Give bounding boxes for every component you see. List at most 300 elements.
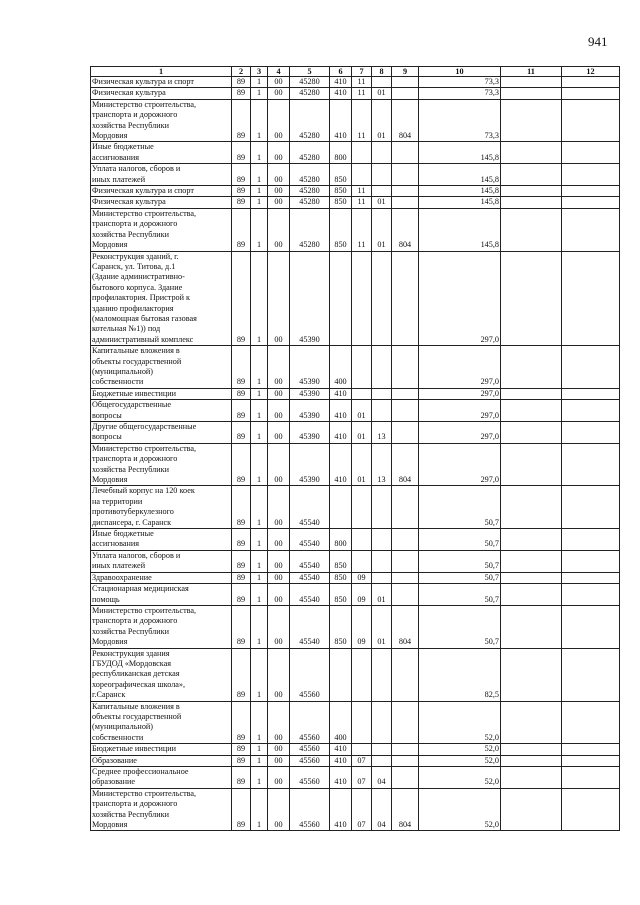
table-row bbox=[91, 88, 620, 99]
code-cell: 00 bbox=[268, 164, 290, 186]
code-cell: 45540 bbox=[290, 584, 330, 606]
amount-cell: 73,3 bbox=[419, 77, 501, 88]
code-cell bbox=[352, 744, 372, 755]
code-cell: 1 bbox=[251, 767, 268, 789]
code-cell: 89 bbox=[232, 99, 251, 142]
code-cell: 804 bbox=[392, 208, 419, 251]
table-row bbox=[91, 443, 620, 486]
amount-cell: 50,7 bbox=[419, 529, 501, 551]
empty-cell bbox=[501, 388, 562, 399]
code-cell bbox=[392, 400, 419, 422]
code-cell bbox=[372, 346, 392, 389]
table-row bbox=[91, 388, 620, 399]
column-header: 1 bbox=[91, 67, 232, 77]
code-cell bbox=[372, 77, 392, 88]
name-cell: Лечебный корпус на 120 коек на территории противотуберкулезного диспансера, г. Саранск bbox=[91, 486, 232, 529]
table-row bbox=[91, 767, 620, 789]
empty-cell bbox=[501, 572, 562, 583]
code-cell: 13 bbox=[372, 422, 392, 444]
code-cell: 00 bbox=[268, 197, 290, 208]
empty-cell bbox=[501, 744, 562, 755]
code-cell: 45280 bbox=[290, 208, 330, 251]
code-cell bbox=[392, 388, 419, 399]
code-cell: 01 bbox=[372, 88, 392, 99]
code-cell bbox=[372, 400, 392, 422]
amount-cell: 50,7 bbox=[419, 550, 501, 572]
code-cell: 1 bbox=[251, 77, 268, 88]
code-cell: 45560 bbox=[290, 788, 330, 831]
code-cell: 1 bbox=[251, 550, 268, 572]
code-cell: 1 bbox=[251, 701, 268, 744]
empty-cell bbox=[501, 142, 562, 164]
empty-cell bbox=[501, 767, 562, 789]
code-cell: 804 bbox=[392, 605, 419, 648]
name-cell: Иные бюджетные ассигнования bbox=[91, 529, 232, 551]
code-cell: 804 bbox=[392, 99, 419, 142]
code-cell bbox=[372, 164, 392, 186]
code-cell: 01 bbox=[352, 422, 372, 444]
empty-cell bbox=[562, 584, 620, 606]
code-cell: 410 bbox=[330, 99, 352, 142]
code-cell: 00 bbox=[268, 186, 290, 197]
code-cell bbox=[352, 388, 372, 399]
code-cell: 1 bbox=[251, 744, 268, 755]
code-cell: 89 bbox=[232, 251, 251, 346]
code-cell: 804 bbox=[392, 443, 419, 486]
code-cell bbox=[372, 648, 392, 701]
empty-cell bbox=[562, 164, 620, 186]
amount-cell: 145,8 bbox=[419, 142, 501, 164]
name-cell: Министерство строительства, транспорта и дорожного хозяйства Республики Мордовия bbox=[91, 788, 232, 831]
code-cell: 45280 bbox=[290, 99, 330, 142]
code-cell: 89 bbox=[232, 572, 251, 583]
amount-cell: 145,8 bbox=[419, 197, 501, 208]
table-row bbox=[91, 648, 620, 701]
code-cell: 89 bbox=[232, 767, 251, 789]
table-row bbox=[91, 572, 620, 583]
code-cell: 1 bbox=[251, 788, 268, 831]
code-cell: 410 bbox=[330, 443, 352, 486]
column-header: 2 bbox=[232, 67, 251, 77]
code-cell: 00 bbox=[268, 400, 290, 422]
code-cell: 01 bbox=[372, 605, 392, 648]
table-row bbox=[91, 529, 620, 551]
code-cell: 45540 bbox=[290, 572, 330, 583]
empty-cell bbox=[562, 788, 620, 831]
code-cell: 11 bbox=[352, 208, 372, 251]
empty-cell bbox=[501, 443, 562, 486]
code-cell: 1 bbox=[251, 346, 268, 389]
code-cell: 1 bbox=[251, 486, 268, 529]
code-cell bbox=[372, 572, 392, 583]
code-cell: 1 bbox=[251, 164, 268, 186]
code-cell bbox=[352, 648, 372, 701]
code-cell: 89 bbox=[232, 529, 251, 551]
name-cell: Капитальные вложения в объекты государственной (муниципальной) собственности bbox=[91, 346, 232, 389]
code-cell: 800 bbox=[330, 142, 352, 164]
code-cell: 1 bbox=[251, 186, 268, 197]
table-row bbox=[91, 346, 620, 389]
table-row bbox=[91, 251, 620, 346]
code-cell: 00 bbox=[268, 605, 290, 648]
code-cell: 1 bbox=[251, 388, 268, 399]
code-cell: 45560 bbox=[290, 701, 330, 744]
empty-cell bbox=[501, 788, 562, 831]
code-cell: 89 bbox=[232, 443, 251, 486]
amount-cell: 297,0 bbox=[419, 443, 501, 486]
table-row bbox=[91, 701, 620, 744]
code-cell: 45560 bbox=[290, 648, 330, 701]
code-cell bbox=[392, 197, 419, 208]
code-cell: 1 bbox=[251, 142, 268, 164]
code-cell bbox=[392, 572, 419, 583]
code-cell bbox=[372, 755, 392, 766]
code-cell: 1 bbox=[251, 88, 268, 99]
code-cell bbox=[352, 486, 372, 529]
code-cell: 1 bbox=[251, 755, 268, 766]
empty-cell bbox=[501, 346, 562, 389]
empty-cell bbox=[501, 605, 562, 648]
page-number: 941 bbox=[588, 34, 608, 49]
code-cell bbox=[372, 486, 392, 529]
code-cell bbox=[352, 251, 372, 346]
code-cell bbox=[392, 529, 419, 551]
name-cell: Физическая культура и спорт bbox=[91, 77, 232, 88]
empty-cell bbox=[501, 197, 562, 208]
empty-cell bbox=[562, 77, 620, 88]
empty-cell bbox=[501, 77, 562, 88]
empty-cell bbox=[562, 767, 620, 789]
code-cell: 89 bbox=[232, 186, 251, 197]
code-cell: 1 bbox=[251, 648, 268, 701]
code-cell bbox=[392, 767, 419, 789]
code-cell: 400 bbox=[330, 701, 352, 744]
empty-cell bbox=[562, 208, 620, 251]
code-cell: 00 bbox=[268, 744, 290, 755]
code-cell: 45280 bbox=[290, 164, 330, 186]
table-row bbox=[91, 550, 620, 572]
empty-cell bbox=[562, 529, 620, 551]
code-cell: 410 bbox=[330, 422, 352, 444]
code-cell: 850 bbox=[330, 164, 352, 186]
code-cell: 1 bbox=[251, 99, 268, 142]
code-cell: 89 bbox=[232, 755, 251, 766]
code-cell: 45390 bbox=[290, 400, 330, 422]
amount-cell: 297,0 bbox=[419, 388, 501, 399]
table-row bbox=[91, 142, 620, 164]
code-cell: 410 bbox=[330, 744, 352, 755]
code-cell: 89 bbox=[232, 701, 251, 744]
code-cell: 01 bbox=[352, 400, 372, 422]
code-cell bbox=[352, 529, 372, 551]
amount-cell: 297,0 bbox=[419, 422, 501, 444]
amount-cell: 50,7 bbox=[419, 572, 501, 583]
empty-cell bbox=[562, 572, 620, 583]
amount-cell: 52,0 bbox=[419, 755, 501, 766]
empty-cell bbox=[562, 550, 620, 572]
name-cell: Уплата налогов, сборов и иных платежей bbox=[91, 164, 232, 186]
code-cell: 00 bbox=[268, 99, 290, 142]
amount-cell: 297,0 bbox=[419, 346, 501, 389]
name-cell: Среднее профессиональное образование bbox=[91, 767, 232, 789]
code-cell: 00 bbox=[268, 486, 290, 529]
code-cell: 89 bbox=[232, 77, 251, 88]
code-cell: 89 bbox=[232, 400, 251, 422]
header-row bbox=[91, 67, 620, 77]
code-cell bbox=[392, 422, 419, 444]
code-cell: 89 bbox=[232, 605, 251, 648]
empty-cell bbox=[562, 422, 620, 444]
name-cell: Физическая культура bbox=[91, 197, 232, 208]
amount-cell: 50,7 bbox=[419, 605, 501, 648]
code-cell: 01 bbox=[372, 197, 392, 208]
name-cell: Уплата налогов, сборов и иных платежей bbox=[91, 550, 232, 572]
column-header: 6 bbox=[330, 67, 352, 77]
code-cell: 00 bbox=[268, 584, 290, 606]
code-cell: 00 bbox=[268, 767, 290, 789]
empty-cell bbox=[501, 164, 562, 186]
code-cell: 410 bbox=[330, 788, 352, 831]
code-cell: 45280 bbox=[290, 88, 330, 99]
code-cell: 45280 bbox=[290, 186, 330, 197]
column-header: 8 bbox=[372, 67, 392, 77]
column-header: 11 bbox=[501, 67, 562, 77]
amount-cell: 297,0 bbox=[419, 251, 501, 346]
code-cell: 1 bbox=[251, 422, 268, 444]
code-cell: 00 bbox=[268, 572, 290, 583]
code-cell: 11 bbox=[352, 77, 372, 88]
empty-cell bbox=[562, 755, 620, 766]
code-cell: 11 bbox=[352, 99, 372, 142]
code-cell: 1 bbox=[251, 572, 268, 583]
code-cell: 00 bbox=[268, 788, 290, 831]
code-cell: 45280 bbox=[290, 77, 330, 88]
code-cell: 89 bbox=[232, 648, 251, 701]
empty-cell bbox=[501, 99, 562, 142]
code-cell bbox=[352, 346, 372, 389]
code-cell: 11 bbox=[352, 88, 372, 99]
code-cell: 850 bbox=[330, 197, 352, 208]
code-cell: 45540 bbox=[290, 486, 330, 529]
code-cell: 00 bbox=[268, 346, 290, 389]
code-cell: 01 bbox=[372, 99, 392, 142]
table-row bbox=[91, 400, 620, 422]
code-cell: 850 bbox=[330, 550, 352, 572]
amount-cell: 73,3 bbox=[419, 88, 501, 99]
code-cell: 07 bbox=[352, 788, 372, 831]
code-cell bbox=[392, 77, 419, 88]
code-cell: 00 bbox=[268, 251, 290, 346]
table-row bbox=[91, 77, 620, 88]
code-cell: 1 bbox=[251, 251, 268, 346]
name-cell: Министерство строительства, транспорта и дорожного хозяйства Республики Мордовия bbox=[91, 605, 232, 648]
code-cell: 45560 bbox=[290, 744, 330, 755]
code-cell: 89 bbox=[232, 584, 251, 606]
empty-cell bbox=[562, 388, 620, 399]
code-cell: 11 bbox=[352, 186, 372, 197]
code-cell: 89 bbox=[232, 142, 251, 164]
code-cell bbox=[330, 251, 352, 346]
code-cell bbox=[372, 186, 392, 197]
code-cell: 01 bbox=[372, 208, 392, 251]
name-cell: Министерство строительства, транспорта и дорожного хозяйства Республики Мордовия bbox=[91, 208, 232, 251]
code-cell bbox=[372, 251, 392, 346]
name-cell: Бюджетные инвестиции bbox=[91, 388, 232, 399]
amount-cell: 50,7 bbox=[419, 584, 501, 606]
amount-cell: 50,7 bbox=[419, 486, 501, 529]
code-cell: 45390 bbox=[290, 251, 330, 346]
amount-cell: 145,8 bbox=[419, 186, 501, 197]
code-cell: 09 bbox=[352, 572, 372, 583]
name-cell: Министерство строительства, транспорта и дорожного хозяйства Республики Мордовия bbox=[91, 443, 232, 486]
code-cell: 410 bbox=[330, 400, 352, 422]
code-cell bbox=[352, 142, 372, 164]
code-cell: 01 bbox=[352, 443, 372, 486]
code-cell: 89 bbox=[232, 744, 251, 755]
code-cell: 00 bbox=[268, 529, 290, 551]
code-cell: 45540 bbox=[290, 550, 330, 572]
empty-cell bbox=[501, 208, 562, 251]
code-cell: 89 bbox=[232, 164, 251, 186]
empty-cell bbox=[501, 755, 562, 766]
code-cell: 410 bbox=[330, 767, 352, 789]
code-cell: 800 bbox=[330, 529, 352, 551]
code-cell: 00 bbox=[268, 422, 290, 444]
code-cell: 89 bbox=[232, 197, 251, 208]
empty-cell bbox=[501, 88, 562, 99]
empty-cell bbox=[501, 422, 562, 444]
code-cell: 1 bbox=[251, 605, 268, 648]
code-cell: 45390 bbox=[290, 443, 330, 486]
code-cell: 804 bbox=[392, 788, 419, 831]
name-cell: Физическая культура bbox=[91, 88, 232, 99]
table-row bbox=[91, 186, 620, 197]
empty-cell bbox=[501, 486, 562, 529]
column-header: 12 bbox=[562, 67, 620, 77]
empty-cell bbox=[562, 400, 620, 422]
table-row bbox=[91, 755, 620, 766]
name-cell: Здравоохранение bbox=[91, 572, 232, 583]
name-cell: Стационарная медицинская помощь bbox=[91, 584, 232, 606]
name-cell: Капитальные вложения в объекты государственной (муниципальной) собственности bbox=[91, 701, 232, 744]
table-row bbox=[91, 164, 620, 186]
empty-cell bbox=[501, 648, 562, 701]
empty-cell bbox=[501, 584, 562, 606]
code-cell bbox=[392, 648, 419, 701]
code-cell: 11 bbox=[352, 197, 372, 208]
amount-cell: 52,0 bbox=[419, 767, 501, 789]
code-cell: 01 bbox=[372, 584, 392, 606]
code-cell: 00 bbox=[268, 208, 290, 251]
code-cell: 89 bbox=[232, 422, 251, 444]
code-cell bbox=[372, 142, 392, 164]
table-row bbox=[91, 584, 620, 606]
code-cell: 850 bbox=[330, 572, 352, 583]
empty-cell bbox=[562, 486, 620, 529]
code-cell: 850 bbox=[330, 208, 352, 251]
empty-cell bbox=[562, 142, 620, 164]
empty-cell bbox=[501, 400, 562, 422]
empty-cell bbox=[562, 701, 620, 744]
code-cell bbox=[392, 550, 419, 572]
code-cell: 04 bbox=[372, 788, 392, 831]
code-cell: 09 bbox=[352, 584, 372, 606]
table-row bbox=[91, 197, 620, 208]
empty-cell bbox=[562, 605, 620, 648]
empty-cell bbox=[562, 99, 620, 142]
code-cell bbox=[330, 648, 352, 701]
code-cell: 1 bbox=[251, 197, 268, 208]
code-cell: 410 bbox=[330, 77, 352, 88]
amount-cell: 82,5 bbox=[419, 648, 501, 701]
amount-cell: 73,3 bbox=[419, 99, 501, 142]
code-cell: 1 bbox=[251, 400, 268, 422]
column-header: 4 bbox=[268, 67, 290, 77]
code-cell: 00 bbox=[268, 88, 290, 99]
column-header: 5 bbox=[290, 67, 330, 77]
amount-cell: 145,8 bbox=[419, 164, 501, 186]
table-row bbox=[91, 99, 620, 142]
code-cell: 09 bbox=[352, 605, 372, 648]
code-cell: 00 bbox=[268, 648, 290, 701]
code-cell: 89 bbox=[232, 788, 251, 831]
code-cell: 45560 bbox=[290, 767, 330, 789]
code-cell: 850 bbox=[330, 584, 352, 606]
name-cell: Физическая культура и спорт bbox=[91, 186, 232, 197]
table-row bbox=[91, 422, 620, 444]
code-cell bbox=[392, 88, 419, 99]
name-cell: Образование bbox=[91, 755, 232, 766]
empty-cell bbox=[562, 197, 620, 208]
code-cell: 1 bbox=[251, 208, 268, 251]
code-cell bbox=[330, 486, 352, 529]
column-header: 10 bbox=[419, 67, 501, 77]
code-cell bbox=[392, 584, 419, 606]
budget-table bbox=[90, 66, 620, 831]
code-cell bbox=[392, 346, 419, 389]
code-cell: 45390 bbox=[290, 388, 330, 399]
code-cell bbox=[392, 142, 419, 164]
code-cell: 00 bbox=[268, 443, 290, 486]
code-cell: 89 bbox=[232, 388, 251, 399]
code-cell: 1 bbox=[251, 529, 268, 551]
code-cell: 89 bbox=[232, 346, 251, 389]
column-header: 3 bbox=[251, 67, 268, 77]
code-cell bbox=[392, 251, 419, 346]
empty-cell bbox=[501, 701, 562, 744]
name-cell: Реконструкция здания ГБУДОД «Мордовская республиканская детская хореографическая школа», г.Саранск bbox=[91, 648, 232, 701]
name-cell: Министерство строительства, транспорта и дорожного хозяйства Республики Мордовия bbox=[91, 99, 232, 142]
table-row bbox=[91, 744, 620, 755]
code-cell bbox=[372, 550, 392, 572]
code-cell bbox=[372, 701, 392, 744]
code-cell bbox=[372, 388, 392, 399]
code-cell: 850 bbox=[330, 186, 352, 197]
empty-cell bbox=[501, 186, 562, 197]
code-cell: 400 bbox=[330, 346, 352, 389]
code-cell bbox=[352, 701, 372, 744]
empty-cell bbox=[562, 88, 620, 99]
empty-cell bbox=[562, 648, 620, 701]
column-header: 9 bbox=[392, 67, 419, 77]
code-cell: 89 bbox=[232, 88, 251, 99]
code-cell bbox=[392, 186, 419, 197]
name-cell: Бюджетные инвестиции bbox=[91, 744, 232, 755]
amount-cell: 145,8 bbox=[419, 208, 501, 251]
code-cell: 45560 bbox=[290, 755, 330, 766]
code-cell: 89 bbox=[232, 486, 251, 529]
empty-cell bbox=[501, 550, 562, 572]
